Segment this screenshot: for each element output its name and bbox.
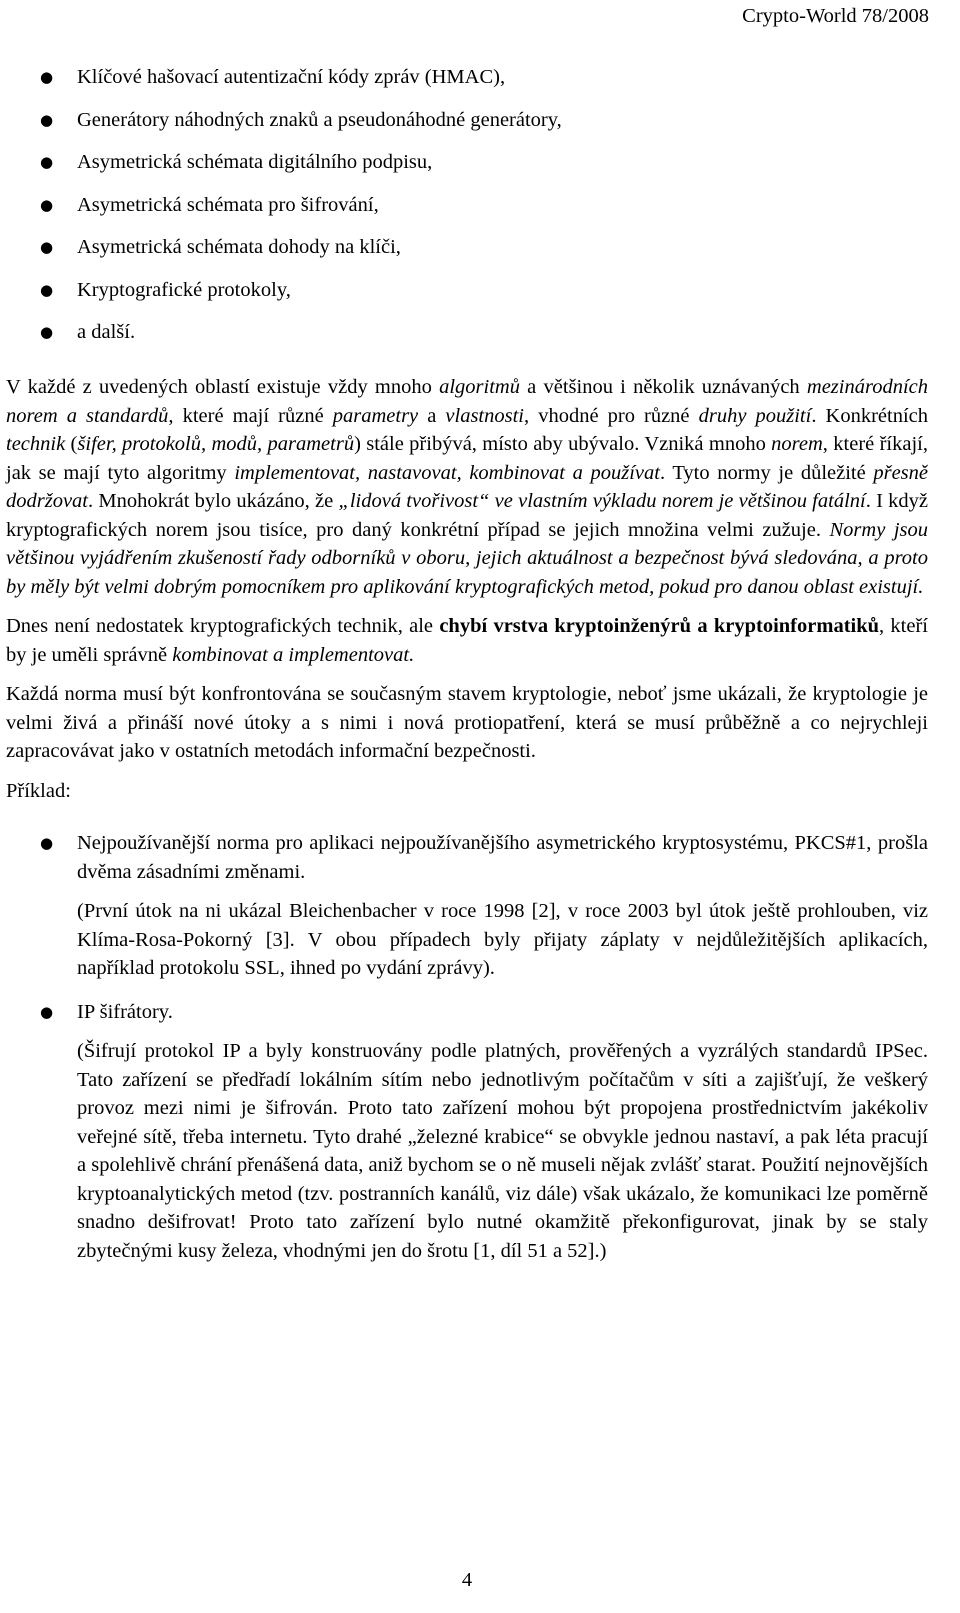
text-run: „lidová tvořivost“ ve vlastním výkladu norem je většinou fatální [338,490,866,512]
text-run: V každé z uvedených oblastí existuje vždy mnoho [6,376,440,398]
list-item: ● Kryptografické protokoly, [40,278,291,301]
text-run: druhy použití [698,404,812,427]
bullet-icon: ● [40,110,54,129]
example-detail: (Šifrují protokol IP a byly konstruovány podle platných, prověřených a vyzrálých standardů IPSec. Tato zařízení se předřadí lokálním sítím nebo jednotlivým počítačům v síti a zajišťují, že veškerý provoz mezi nimi je šifrován. Proto tato zařízení mohou být propojena prostřednictvím jakékoliv veřejné sítě, třeba internetu. Tyto drahé „železné krabice“ se obvykle jednou nastaví, a pak léta pracují a spolehlivě chrání přenášená data, aniž bychom se o ně museli nějak zvlášť starat. Použití nejnovějších kryptoanalytických metod (tzv. postranních kanálů, viz dále) však ukázalo, že komunikaci lze poměrně snadno dešifrovat! Proto tato zařízení bylo nutné okamžitě překonfigurovat, jinak by se staly zbytečnými kusy železa, vhodnými jen do šrotu [1, díl 51 a 52].) [77,1040,928,1262]
text-run: technik [6,433,66,455]
bullet-icon: ● [40,68,54,86]
text-run: , které říkají, jak se mají tyto algoritmy [6,433,928,484]
text-run: . I když kryptografických norem jsou tisíce, pro daný konkrétní případ se jejich množina velmi zužuje. [6,490,928,541]
paragraph-norms [6,373,928,601]
example-label: Příklad: [6,779,71,802]
example-detail: (První útok na ni ukázal Bleichenbacher v roce 1998 [2], v roce 2003 byl útok ještě prohlouben, viz Klíma-Rosa-Pokorný [3]. V obou případech byly přijaty záplaty v nejdůležitějších aplikacích, například protokolu SSL, ihned po vydání zprávy). [77,900,928,979]
text-run: kombinovat a implementovat. [172,643,415,666]
text-run: . Mnohokrát bylo ukázáno, že [88,490,339,512]
page-content [6,66,928,1265]
topic-list [6,66,928,344]
example-list [6,829,928,1265]
bullet-icon: ● [40,1002,54,1021]
text-run: . Konkrétních [811,404,928,427]
text-run: přesně dodržovat [6,461,928,512]
text-run: algoritmů [439,376,520,398]
text-run: norem [771,433,823,455]
bullet-icon: ● [40,238,54,256]
text-run: šifer, protokolů, modů, parametrů [77,433,355,455]
text-run: vlastnosti [445,404,524,427]
text-run: . Tyto normy je důležité [659,461,874,484]
list-item: ● a další. [40,321,136,343]
example-main: Nejpoužívanější norma pro aplikaci nejpoužívanějšího asymetrického kryptosystému, PKCS#1, prošla dvěma zásadními změnami. [77,832,928,883]
bullet-icon: ● [40,834,54,852]
paragraph-cryptoengineers [6,612,928,669]
list-item: ● Asymetrická schémata dohody na klíči, [40,236,401,258]
text-run: , kteří by je uměli správně [6,615,928,666]
list-item: ● Asymetrická schémata pro šifrování, [40,193,379,216]
list-item: ● Klíčové hašovací autentizační kódy zpráv (HMAC), [40,66,506,88]
text-run: implementovat, nastavovat, kombinovat a používat [234,461,660,484]
text-run: , vhodné pro různé [524,404,699,427]
list-item: ● Generátory náhodných znaků a pseudonáhodné generátory, [40,108,562,131]
bullet-icon: ● [40,280,54,299]
text-run: chybí vrstva kryptoinženýrů a kryptoinformatiků [439,615,880,637]
text-run: ( [65,433,78,455]
list-item: ● Asymetrická schémata digitálního podpisu, [40,151,433,173]
bullet-icon: ● [40,195,54,214]
text-run: a [418,404,446,427]
text-run: a většinou i několik uznávaných [519,376,807,398]
example-main: IP šifrátory. [77,1000,173,1023]
bullet-icon: ● [40,323,54,341]
page-number: 4 [461,1569,473,1591]
text-run: Normy jsou většinou vyjádřením zkušeností řady odborníků v oboru, jejich aktuálnost a bezpečnost bývá sledována, a proto by měly být velmi dobrým pomocníkem pro aplikování kryptografických metod, pokud pro danou oblast existují. [6,518,928,598]
list-item [6,998,928,1266]
text-run: , které mají různé [168,404,333,427]
text-run: mezinárodních norem a standardů [6,376,928,427]
bullet-icon: ● [40,153,54,171]
text-run: ) stále přibývá, místo aby ubývalo. Vzniká mnoho [354,433,772,455]
list-item [6,829,928,983]
text-run: Dnes není nedostatek kryptografických technik, ale [6,615,440,637]
text-run: parametry [332,404,419,427]
paragraph-confrontation: Každá norma musí být konfrontována se současným stavem kryptologie, neboť jsme ukázali, že kryptologie je velmi živá a přináší nové útoky a s nimi i nová protiopatření, která se musí průběžně a co nejrychleji zapracovávat jako v ostatních metodách informační bezpečnosti. [6,683,928,762]
running-header: Crypto-World 78/2008 [742,5,929,27]
